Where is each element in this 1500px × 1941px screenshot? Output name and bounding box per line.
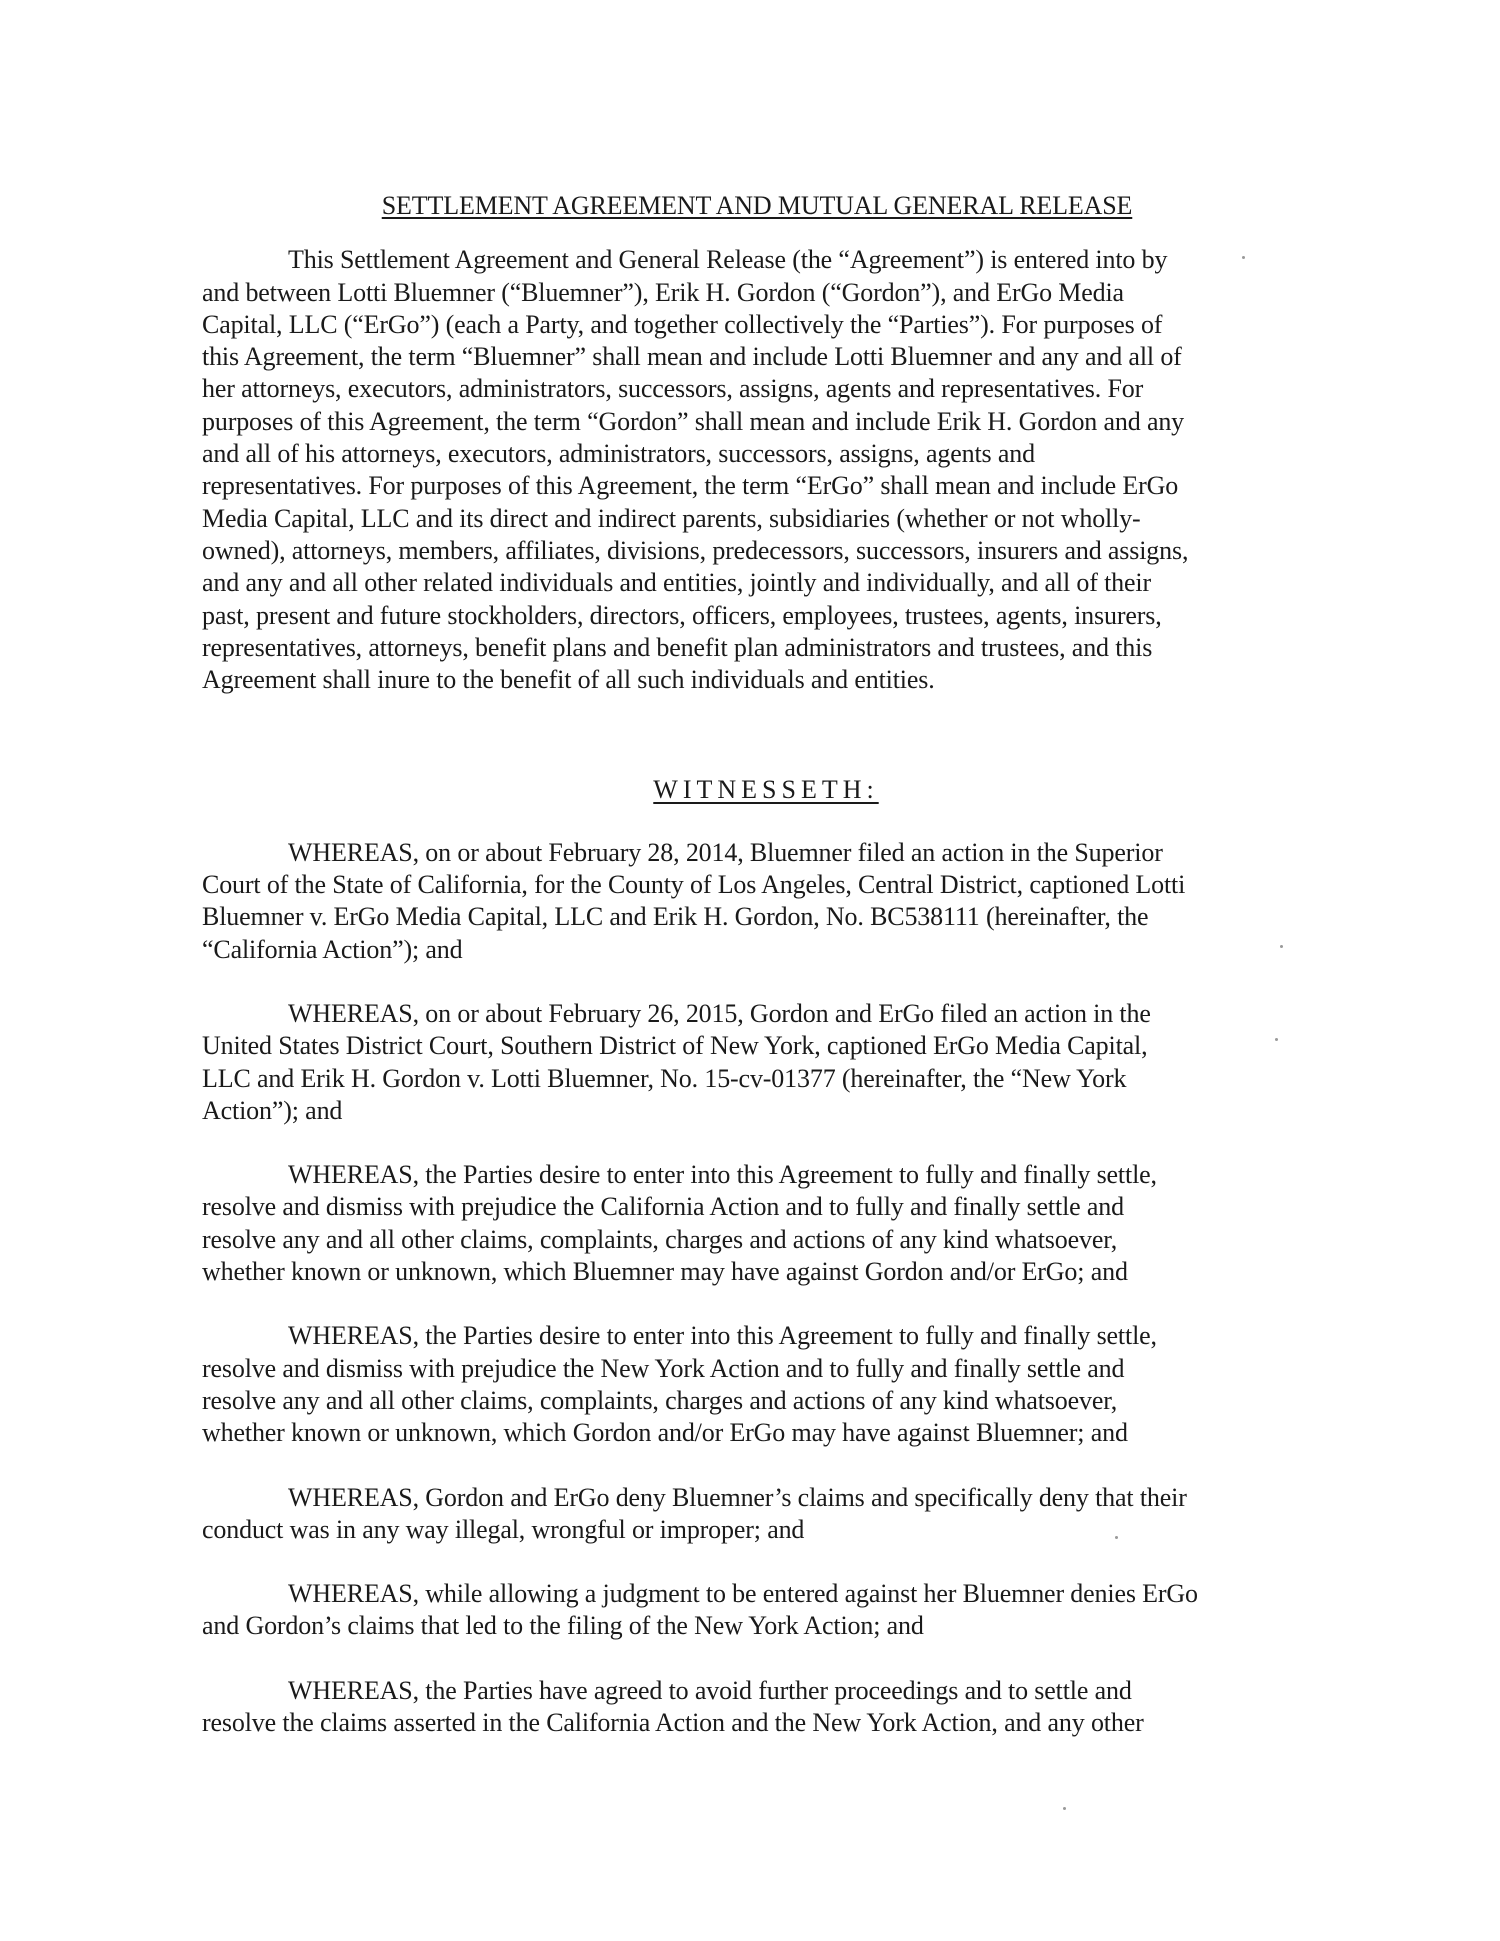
scan-speck [1063, 1807, 1066, 1810]
intro-line: representatives. For purposes of this Agreement, the term “ErGo” shall mean and include ErGo [202, 471, 1179, 501]
intro-line: representatives, attorneys, benefit plans and benefit plan administrators and trustees, and this [202, 632, 1153, 662]
clause-line: resolve and dismiss with prejudice the New York Action and to fully and finally settle and [202, 1353, 1125, 1383]
whereas-clause [202, 1578, 1312, 1643]
clause-line: WHEREAS, Gordon and ErGo deny Bluemner’s claims and specifically deny that their [288, 1482, 1187, 1512]
intro-line: Capital, LLC (“ErGo”) (each a Party, and together collectively the “Parties”). For purposes of [202, 309, 1163, 339]
intro-line: and between Lotti Bluemner (“Bluemner”), Erik H. Gordon (“Gordon”), and ErGo Media [202, 277, 1124, 307]
whereas-clause [202, 1675, 1312, 1740]
intro-line: past, present and future stockholders, directors, officers, employees, trustees, agents, insurers, [202, 600, 1162, 630]
intro-line: her attorneys, executors, administrators, successors, assigns, agents and representatives. For [202, 374, 1144, 404]
clause-line: resolve any and all other claims, complaints, charges and actions of any kind whatsoever, [202, 1224, 1118, 1254]
whereas-clause [202, 837, 1312, 966]
whereas-clause [202, 998, 1312, 1127]
clause-line: resolve any and all other claims, complaints, charges and actions of any kind whatsoever, [202, 1385, 1118, 1415]
witnesseth-heading: WITNESSETH: [653, 775, 879, 805]
clause-line: Action”); and [202, 1095, 343, 1125]
clause-line: resolve and dismiss with prejudice the California Action and to fully and finally settle and [202, 1192, 1124, 1222]
clause-line: whether known or unknown, which Gordon and/or ErGo may have against Bluemner; and [202, 1418, 1128, 1448]
intro-paragraph [202, 244, 1312, 696]
whereas-clause [202, 1482, 1312, 1547]
clause-line: WHEREAS, the Parties desire to enter into this Agreement to fully and finally settle, [288, 1160, 1157, 1190]
clause-line: conduct was in any way illegal, wrongful or improper; and [202, 1514, 805, 1544]
clause-line: Bluemner v. ErGo Media Capital, LLC and Erik H. Gordon, No. BC538111 (hereinafter, the [202, 902, 1149, 932]
clause-line: United States District Court, Southern District of New York, captioned ErGo Media Capital, [202, 1031, 1148, 1061]
clause-line: “California Action”); and [202, 934, 463, 964]
clause-line: WHEREAS, on or about February 28, 2014, Bluemner filed an action in the Superior [288, 837, 1163, 867]
document-body [202, 190, 1312, 1739]
intro-line: Media Capital, LLC and its direct and indirect parents, subsidiaries (whether or not wholly- [202, 503, 1141, 533]
intro-line: purposes of this Agreement, the term “Gordon” shall mean and include Erik H. Gordon and any [202, 406, 1185, 436]
clause-line: WHEREAS, the Parties have agreed to avoid further proceedings and to settle and [288, 1675, 1132, 1705]
document-title: SETTLEMENT AGREEMENT AND MUTUAL GENERAL RELEASE [381, 191, 1133, 220]
intro-line: Agreement shall inure to the benefit of all such individuals and entities. [202, 665, 935, 695]
clause-line: whether known or unknown, which Bluemner may have against Gordon and/or ErGo; and [202, 1257, 1128, 1287]
clause-line: LLC and Erik H. Gordon v. Lotti Bluemner, No. 15-cv-01377 (hereinafter, the “New York [202, 1063, 1127, 1093]
intro-line: this Agreement, the term “Bluemner” shall mean and include Lotti Bluemner and any and all of [202, 342, 1182, 372]
intro-line: and any and all other related individuals and entities, jointly and individually, and all of their [202, 568, 1151, 598]
clause-line: and Gordon’s claims that led to the filing of the New York Action; and [202, 1611, 924, 1641]
clause-line: WHEREAS, while allowing a judgment to be entered against her Bluemner denies ErGo [288, 1579, 1198, 1609]
intro-line: This Settlement Agreement and General Release (the “Agreement”) is entered into by [288, 245, 1168, 275]
whereas-clause [202, 1320, 1312, 1449]
intro-line: and all of his attorneys, executors, administrators, successors, assigns, agents and [202, 439, 1035, 469]
clause-line: resolve the claims asserted in the California Action and the New York Action, and any other [202, 1707, 1144, 1737]
intro-line: owned), attorneys, members, affiliates, divisions, predecessors, successors, insurers and assigns, [202, 535, 1189, 565]
clause-line: Court of the State of California, for the County of Los Angeles, Central District, captioned Lotti [202, 870, 1186, 900]
clause-line: WHEREAS, on or about February 26, 2015, Gordon and ErGo filed an action in the [288, 998, 1151, 1028]
clause-line: WHEREAS, the Parties desire to enter into this Agreement to fully and finally settle, [288, 1321, 1157, 1351]
whereas-clause [202, 1159, 1312, 1288]
